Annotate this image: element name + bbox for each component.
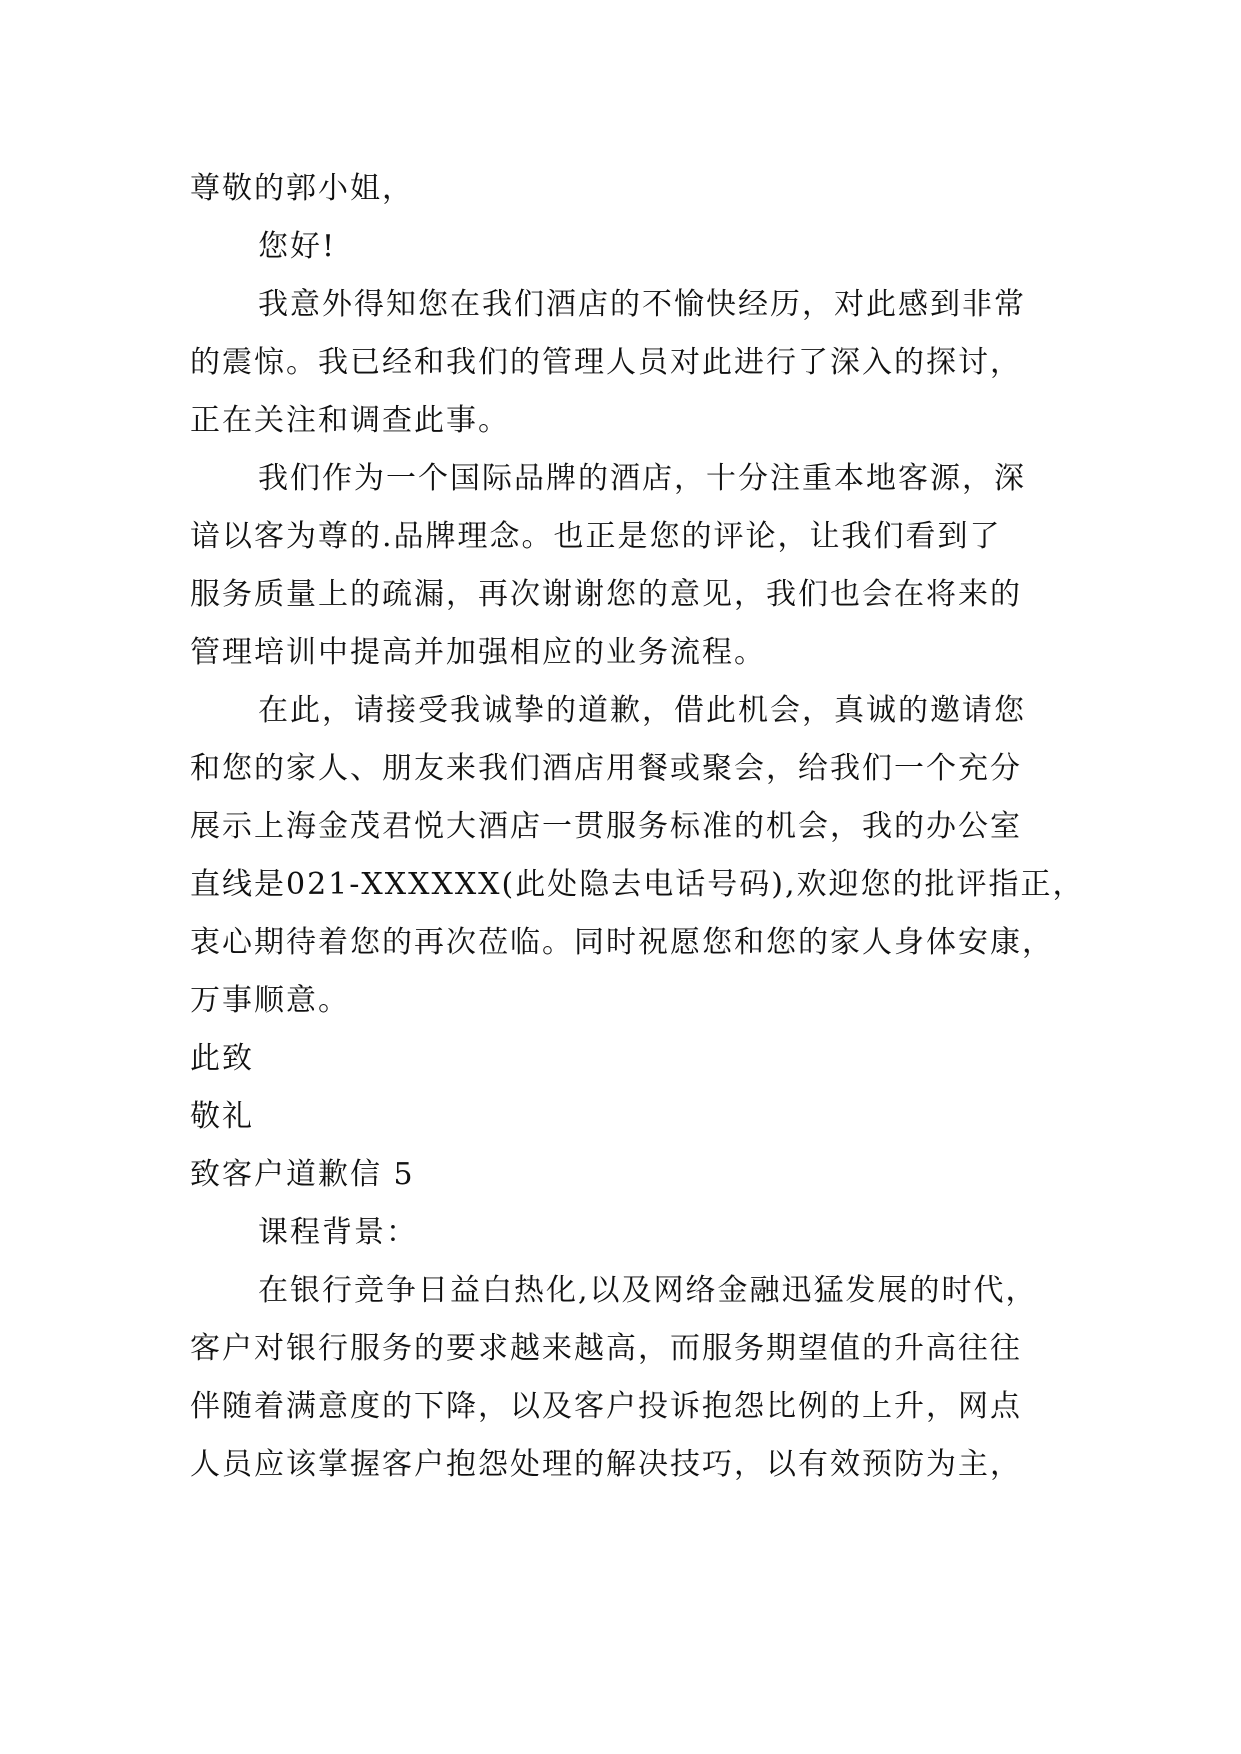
paragraph-1-line-2: 的震惊。我已经和我们的管理人员对此进行了深入的探讨， [190,345,1022,380]
paragraph-1-line-1: 我意外得知您在我们酒店的不愉快经历，对此感到非常 [258,287,1026,322]
paragraph-3-line-6: 万事顺意。 [190,983,350,1018]
greeting: 您好! [258,229,337,264]
paragraph-2-line-1: 我们作为一个国际品牌的酒店，十分注重本地客源，深 [258,461,1026,496]
document-page [190,160,1085,1494]
paragraph-2-line-3: 服务质量上的疏漏，再次谢谢您的意见，我们也会在将来的 [190,577,1022,612]
section-paragraph-line-1: 在银行竞争日益白热化,以及网络金融迅猛发展的时代， [258,1273,1038,1308]
paragraph-3-line-2: 和您的家人、朋友来我们酒店用餐或聚会，给我们一个充分 [190,751,1022,786]
section-paragraph-line-4: 人员应该掌握客户抱怨处理的解决技巧，以有效预防为主， [190,1447,1022,1482]
section-paragraph-line-3: 伴随着满意度的下降，以及客户投诉抱怨比例的上升，网点 [190,1389,1022,1424]
salutation: 尊敬的郭小姐， [190,171,414,206]
paragraph-2-line-4: 管理培训中提高并加强相应的业务流程。 [190,635,766,670]
paragraph-1-line-3: 正在关注和调查此事。 [190,403,510,438]
closing-line-1: 此致 [190,1041,254,1076]
paragraph-2-line-2: 谙以客为尊的.品牌理念。也正是您的评论，让我们看到了 [190,519,1002,554]
paragraph-3-line-4: 直线是021-XXXXXX(此处隐去电话号码),欢迎您的批评指正， [190,867,1085,902]
section-title: 致客户道歉信 5 [190,1157,415,1192]
paragraph-3-line-1: 在此，请接受我诚挚的道歉，借此机会，真诚的邀请您 [258,693,1026,728]
section-subtitle: 课程背景： [258,1215,418,1250]
paragraph-3-line-5: 衷心期待着您的再次莅临。同时祝愿您和您的家人身体安康， [190,925,1054,960]
paragraph-3-line-3: 展示上海金茂君悦大酒店一贯服务标准的机会，我的办公室 [190,809,1022,844]
closing-line-2: 敬礼 [190,1099,254,1134]
section-paragraph-line-2: 客户对银行服务的要求越来越高，而服务期望值的升高往往 [190,1331,1022,1366]
